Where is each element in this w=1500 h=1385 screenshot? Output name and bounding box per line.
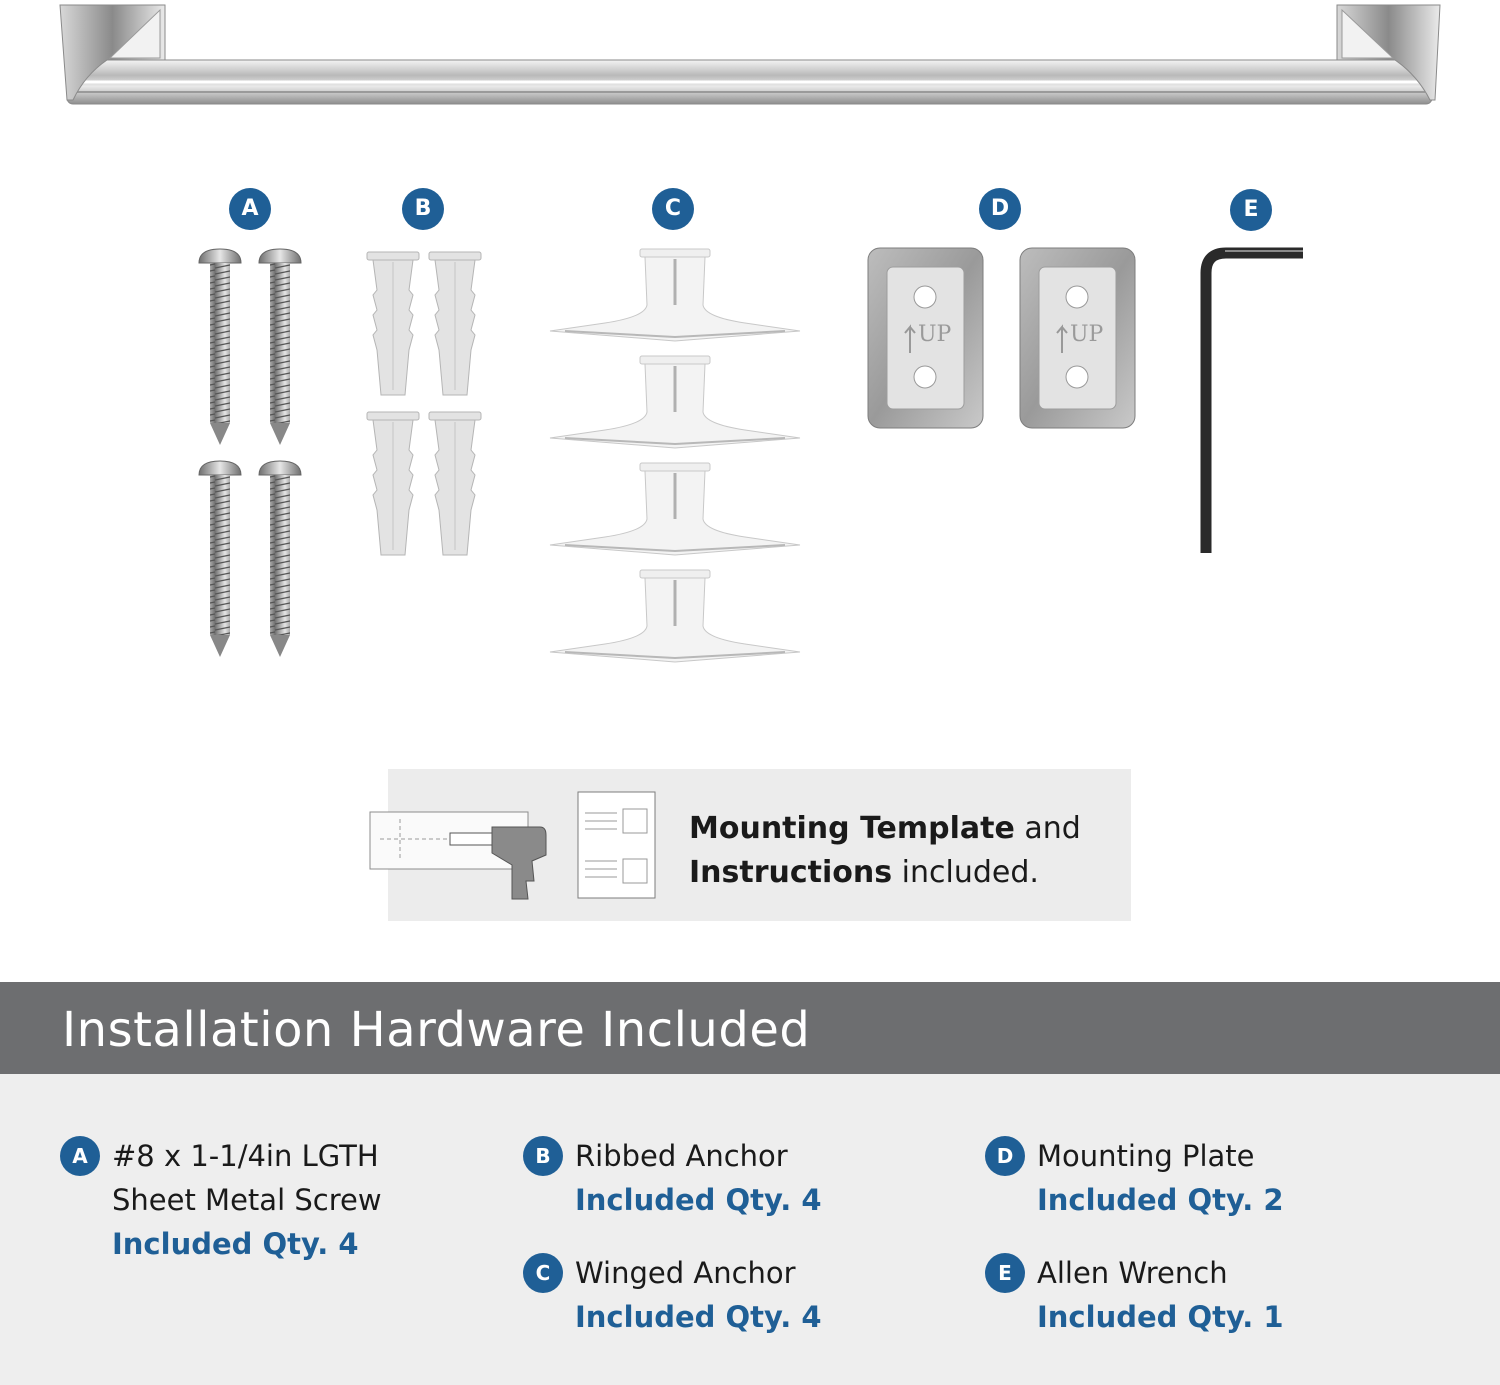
towel-bar-image	[55, 0, 1450, 110]
item-badge-d: D	[985, 1136, 1025, 1176]
item-qty-b: Included Qty. 4	[575, 1183, 822, 1217]
item-name-a-line2: Sheet Metal Screw	[112, 1183, 382, 1217]
label-badge-e: E	[1230, 189, 1272, 231]
label-badge-a: A	[229, 188, 271, 230]
template-rest-1: and	[1014, 811, 1081, 846]
template-bold-2: Instructions	[689, 855, 893, 890]
item-name-e: Allen Wrench	[1037, 1256, 1228, 1290]
item-qty-e: Included Qty. 1	[1037, 1300, 1284, 1334]
item-name-d: Mounting Plate	[1037, 1139, 1255, 1173]
label-badge-b: B	[402, 188, 444, 230]
label-badge-d: D	[979, 188, 1021, 230]
item-qty-a: Included Qty. 4	[112, 1227, 359, 1261]
list-item-b	[535, 1134, 822, 1222]
list-item-e	[998, 1251, 1284, 1339]
instruction-sheet-icon	[577, 791, 657, 901]
section-title: Installation Hardware Included	[62, 1002, 811, 1058]
list-item-a	[72, 1134, 382, 1266]
list-item-d	[996, 1134, 1284, 1222]
drill-icon	[368, 809, 553, 904]
section-header-band	[0, 982, 1500, 1074]
winged-anchors-image	[545, 245, 805, 665]
screws-image	[195, 245, 310, 660]
ribbed-anchors-image	[365, 250, 485, 560]
item-name-b: Ribbed Anchor	[575, 1139, 788, 1173]
item-name-c: Winged Anchor	[575, 1256, 796, 1290]
item-badge-e: E	[985, 1253, 1025, 1293]
mounting-template-panel	[388, 769, 1131, 921]
item-badge-b: B	[523, 1136, 563, 1176]
item-badge-c: C	[523, 1253, 563, 1293]
item-badge-a: A	[60, 1136, 100, 1176]
screw-icon	[199, 249, 241, 445]
label-badge-c: C	[652, 188, 694, 230]
mounting-template-text	[689, 807, 1119, 895]
plate-up-mark-1: UP	[918, 322, 952, 347]
list-item-c	[535, 1251, 822, 1339]
plate-up-mark-2: UP	[1070, 322, 1104, 347]
hardware-list	[0, 1074, 1500, 1385]
template-rest-2: included.	[892, 855, 1039, 890]
item-qty-c: Included Qty. 4	[575, 1300, 822, 1334]
template-bold-1: Mounting Template	[689, 811, 1015, 846]
item-name-a-line1: #8 x 1-1/4in LGTH	[112, 1139, 379, 1173]
item-qty-d: Included Qty. 2	[1037, 1183, 1284, 1217]
allen-wrench-image	[1195, 245, 1310, 560]
